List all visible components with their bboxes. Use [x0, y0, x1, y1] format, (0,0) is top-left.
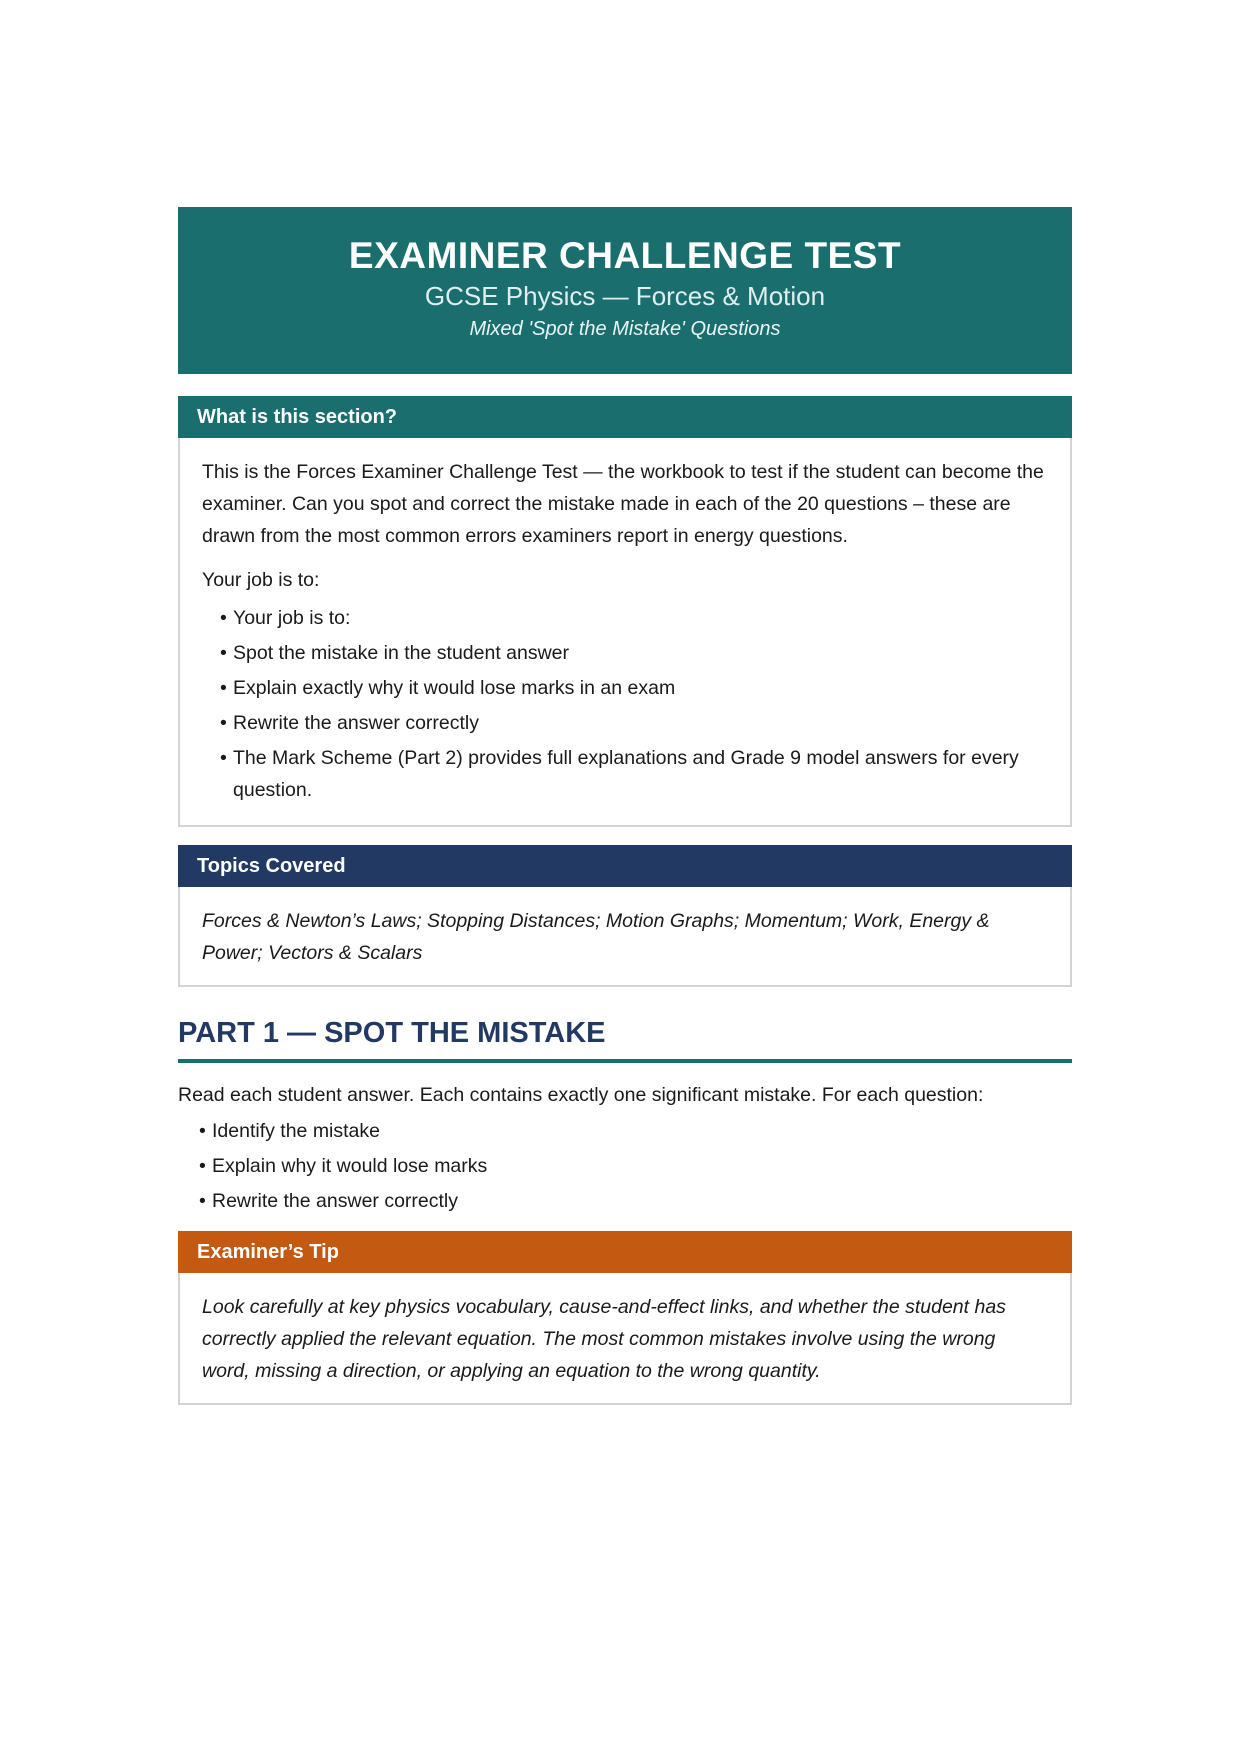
what-section-box: [178, 396, 1072, 827]
page-subtitle: GCSE Physics — Forces & Motion: [424, 281, 826, 311]
page-tagline: Mixed 'Spot the Mistake' Questions: [469, 318, 781, 340]
tip-body: [178, 1273, 1072, 1405]
document-page: [178, 207, 1072, 1405]
list-item: • Rewrite the answer correctly: [202, 707, 1048, 739]
topics-heading: Topics Covered: [178, 845, 1072, 887]
job-line: Your job is to:: [202, 569, 320, 591]
list-item: • Your job is to:: [202, 602, 1048, 634]
topics-text: Forces & Newton’s Laws; Stopping Distances; Motion Graphs; Momentum; Work, Energy & Power; Vectors & Scalars: [202, 910, 990, 964]
part1-heading: PART 1 — SPOT THE MISTAKE: [178, 1013, 1072, 1063]
examiner-tip-box: [178, 1231, 1072, 1405]
part1-intro: Read each student answer. Each contains exactly one significant mistake. For each question:: [178, 1084, 984, 1106]
job-list: [202, 602, 1048, 806]
title-banner: [178, 207, 1072, 374]
list-item: • The Mark Scheme (Part 2) provides full explanations and Grade 9 model answers for every question.: [202, 742, 1048, 806]
what-section-heading: What is this section?: [178, 396, 1072, 438]
page-title: EXAMINER CHALLENGE TEST: [348, 235, 902, 276]
list-item: • Spot the mistake in the student answer: [202, 637, 1048, 669]
tip-heading: Examiner’s Tip: [178, 1231, 1072, 1273]
part1-list: [178, 1115, 1072, 1217]
what-section-body: [178, 438, 1072, 827]
what-section-intro: This is the Forces Examiner Challenge Test — the workbook to test if the student can become the examiner. Can you spot and correct the mistake made in each of the 20 questions – these are drawn from the most common errors examiners report in energy questions.: [202, 461, 1044, 547]
list-item: • Explain why it would lose marks: [178, 1150, 1072, 1182]
topics-body: [178, 887, 1072, 987]
list-item: • Identify the mistake: [178, 1115, 1072, 1147]
tip-text: Look carefully at key physics vocabulary, cause-and-effect links, and whether the student has correctly applied the relevant equation. The most common mistakes involve using the wrong word, missing a direction, or applying an equation to the wrong quantity.: [202, 1296, 1006, 1382]
topics-box: [178, 845, 1072, 987]
list-item: • Explain exactly why it would lose marks in an exam: [202, 672, 1048, 704]
list-item: • Rewrite the answer correctly: [178, 1185, 1072, 1217]
